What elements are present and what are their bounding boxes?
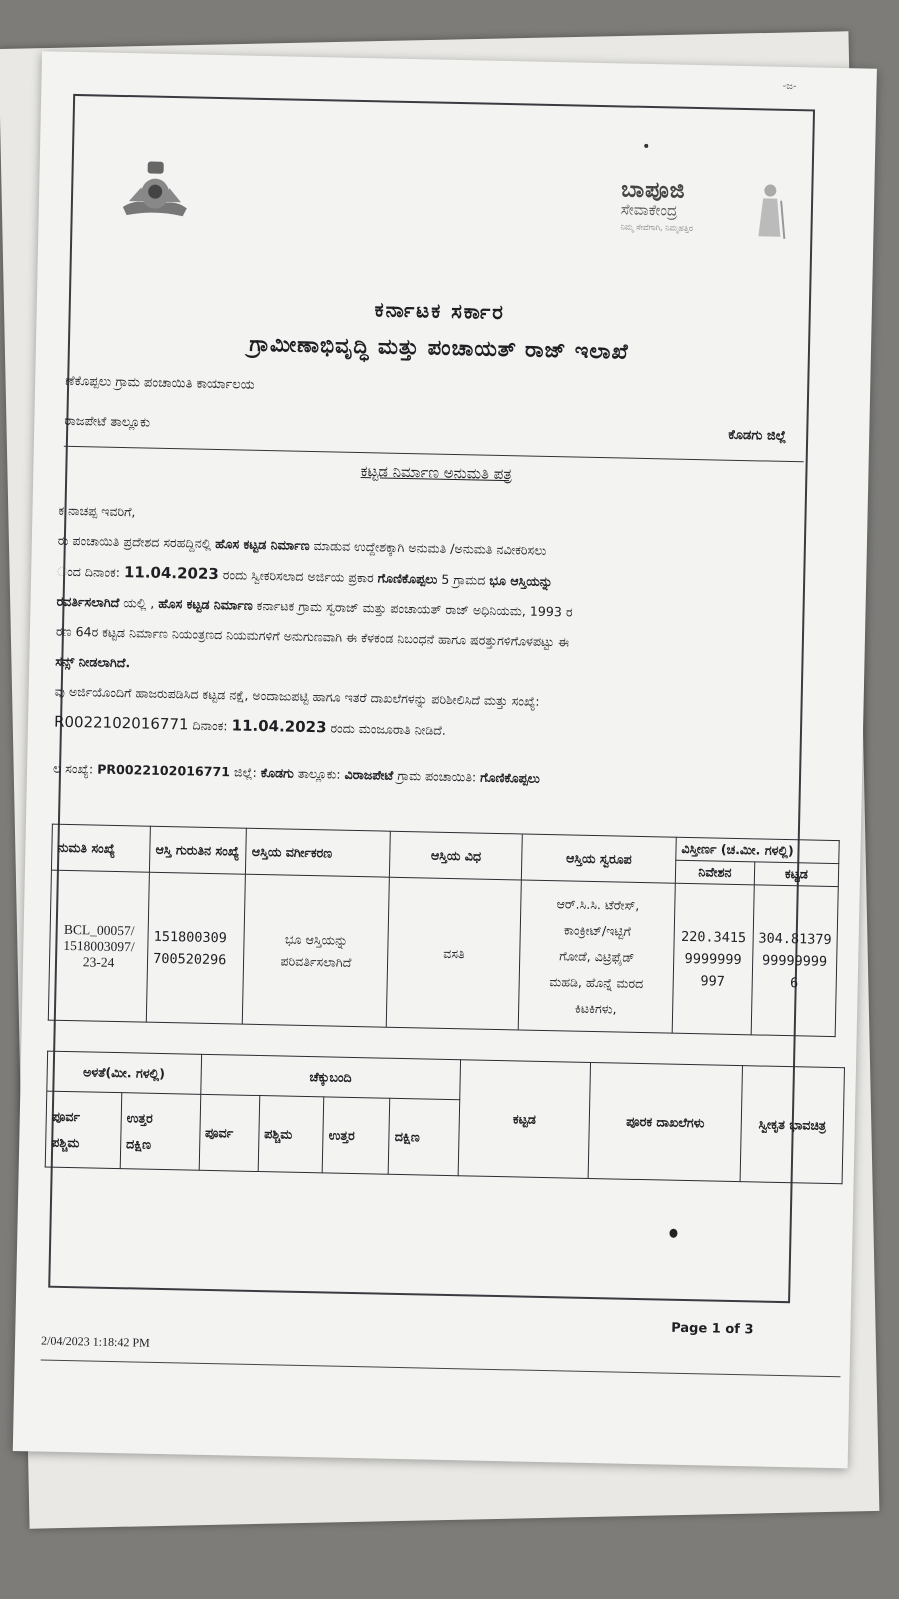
table-row	[48, 870, 838, 1036]
header-property-type: ಆಸ್ತಿಯ ವಿಧ	[390, 831, 523, 880]
permit-number-cell: BCL_00057/ 1518003097/ 23-24	[48, 870, 149, 1022]
corner-marks: -ಜ-	[782, 80, 797, 93]
district-name: ಕೊಡಗು ಜಿಲ್ಲೆ	[728, 427, 787, 444]
body-line-6: ವು ಅರ್ಜಿಯೊಂದಿಗೆ ಹಾಜರುಪಡಿಸಿದ ಕಟ್ಟಡ ನಕ್ಷೆ, ಅಂದಾಜುಪಟ್ಟಿ ಹಾಗೂ ಇತರೆ ದಾಖಲೆಗಳನ್ನು ಪರಿಶೀಲಿಸಿದೆ ಮತ್ತು ಸಂಖ್ಯೆ:	[54, 683, 540, 709]
header-supporting-docs: ಪೂರಕ ದಾಖಲೆಗಳು	[588, 1062, 742, 1181]
file-number-line	[53, 761, 540, 787]
header-measurement: ಅಳತೆ(ಮೀ. ಗಳಲ್ಲಿ)	[47, 1051, 201, 1094]
property-nature-cell: ಆರ್.ಸಿ.ಸಿ. ಟೆರೇಸ್, ಕಾಂಕ್ರೀಟ್/ಇಟ್ಟಿಗೆ ಗೋಡೆ, ವಿಟ್ರಿಫೈಡ್ ಮಹಡಿ, ಹೊನ್ನೆ ಮರದ ಕಿಟಕಿಗಳು,	[518, 880, 675, 1033]
taluk-name: ರಾಜಪೇಟೆ ತಾಲ್ಲೂಕು	[64, 413, 151, 431]
classification-cell: ಭೂ ಆಸ್ತಿಯನ್ನು ಪರಿವರ್ತಿಸಲಾಗಿದೆ	[243, 874, 390, 1027]
header-photo: ಸ್ವೀಕೃತ ಭಾವಚಿತ್ರ	[740, 1066, 844, 1184]
text-run-bold: ರವರ್ತಿಸಲಾಗಿದೆ	[56, 593, 120, 610]
salutation: ಕ ನಾಚಪ್ಪ ಇವರಿಗೆ,	[58, 502, 136, 520]
print-timestamp: 2/04/2023 1:18:42 PM	[40, 1333, 150, 1350]
boundary-west: ಪಶ್ಚಿಮ	[258, 1096, 324, 1173]
department-heading: ಗ್ರಾಮೀಣಾಭಿವೃದ್ಧಿ ಮತ್ತು ಪಂಚಾಯತ್ ರಾಜ್ ಇಲಾಖೆ	[249, 331, 629, 364]
gandhi-figure-icon	[752, 180, 787, 241]
text-run-bold: ಭೂ ಆಸ್ತಿಯನ್ನು	[489, 572, 553, 590]
header-building: ಕಟ್ಟಡ	[754, 862, 839, 887]
boundary-north: ಉತ್ತರ	[322, 1097, 390, 1174]
text-run: ಯಲ್ಲಿ ,	[119, 594, 159, 611]
text-run-bold: ಸನ್ಸ್ ನೀಡಲಾಗಿದೆ.	[55, 653, 131, 671]
east-west-cell: ಪೂರ್ವ ಪಶ್ಚಿಮ	[45, 1091, 121, 1169]
file-number: PR0022102016771	[97, 761, 231, 780]
karnataka-emblem-icon	[116, 157, 193, 231]
text-run: ಮಾಡುವ ಉದ್ದೇಶಕ್ಕಾಗಿ ಅನುಮತಿ /ಅನುಮತಿ ನವೀಕರಿಸಲು	[309, 537, 547, 558]
village-name: ಗೊಣಿಕೊಪ್ಪಲು	[377, 570, 438, 587]
site-area-cell: 220.3415 9999999 997	[672, 883, 754, 1035]
boundary-east: ಪೂರ್ವ	[199, 1094, 260, 1171]
header-boundaries: ಚೆಕ್ಕುಬಂದಿ	[200, 1054, 460, 1099]
boundary-south: ದಕ್ಷಿಣ	[389, 1098, 460, 1175]
text-run: ರು ಪಂಚಾಯಿತಿ ಪ್ರದೇಶದ ಸರಹದ್ದಿನಲ್ಲಿ	[57, 532, 216, 551]
permit-body	[54, 496, 811, 754]
header-property-id: ಆಸ್ತಿ ಗುರುತಿನ ಸಂಖ್ಯೆ	[150, 826, 247, 874]
application-date: 11.04.2023	[123, 563, 220, 584]
text-run: 5 ಗ್ರಾಮದ	[437, 571, 490, 588]
footer-divider	[41, 1360, 841, 1378]
logo-tagline: ನಿಮ್ಮ ಸೇವೆಗಾಗಿ, ನಿಮ್ಮಹತ್ತಿರ	[620, 222, 694, 233]
text-run-bold: ಹೊಸ ಕಟ್ಟಡ ನಿರ್ಮಾಣ	[215, 535, 310, 553]
office-name: ಣೆಕೊಪ್ಪಲು ಗ್ರಾಮ ಪಂಚಾಯಿತಿ ಕಾರ್ಯಾಲಯ	[65, 373, 255, 393]
boundary-table	[45, 1051, 845, 1185]
property-type-cell: ವಸತಿ	[386, 877, 521, 1030]
taluk-value: ವಿರಾಜಪೇಟೆ	[344, 766, 394, 783]
header-building: ಕಟ್ಟಡ	[458, 1060, 590, 1179]
document-frame	[40, 94, 832, 1350]
government-heading: ಕರ್ನಾಟಕ ಸರ್ಕಾರ	[374, 297, 506, 325]
text-run: ಂದ ದಿನಾಂಕ:	[57, 563, 125, 581]
text-run: ದಿನಾಂಕ:	[188, 717, 232, 734]
north-south-cell: ಉತ್ತರ ದಕ್ಷಿಣ	[120, 1093, 200, 1171]
text-run: ರಂದು ಮಂಜೂರಾತಿ ನೀಡಿದೆ.	[326, 720, 447, 738]
district-label: ಜಿಲ್ಲೆ:	[229, 764, 262, 780]
property-id-cell: 151800309 700520296	[146, 872, 245, 1024]
text-run: ಕರ್ನಾಟಕ ಗ್ರಾಮ ಸ್ವರಾಜ್ ಮತ್ತು ಪಂಚಾಯತ್ ರಾಜ್ ಅಧಿನಿಯಮ, 1993 ರ	[252, 597, 573, 620]
table-header-row	[52, 824, 839, 863]
taluk-label: ತಾಲ್ಲೂಕು:	[293, 765, 345, 782]
text-run-bold: ಹೊಸ ಕಟ್ಟಡ ನಿರ್ಮಾಣ	[158, 595, 253, 613]
header-property-nature: ಆಸ್ತಿಯ ಸ್ವರೂಪ	[522, 834, 677, 883]
header-area: ವಿಸ್ತೀರ್ಣ (ಚ.ಮೀ. ಗಳಲ್ಲಿ)	[676, 837, 839, 863]
district-value: ಕೊಡಗು	[260, 764, 295, 781]
ink-dot	[644, 144, 648, 148]
gp-label: ಗ್ರಾಮ ಪಂಚಾಯಿತಿ:	[393, 767, 481, 785]
body-line-4: ರಣ 64ರ ಕಟ್ಟಡ ನಿರ್ಮಾಣ ನಿಯಂತ್ರಣದ ನಿಯಮಗಳಿಗೆ ಅನುಗುಣವಾಗಿ ಈ ಕೆಳಕಂಡ ನಿಬಂಧನೆ ಹಾಗೂ ಷರತ್ತುಗಳಿಗೊಳಪಟ್ಟು ಈ	[55, 623, 570, 650]
permit-title: ಕಟ್ಟಡ ನಿರ್ಮಾಣ ಅನುಮತಿ ಪತ್ರ	[360, 462, 513, 484]
bapuji-seva-kendra-logo-icon	[620, 177, 781, 235]
logo-sub-text: ಸೇವಾಕೇಂದ್ರ	[620, 200, 678, 220]
logo-main-text: ಬಾಪೂಜಿ	[621, 177, 686, 204]
approval-number: R0022102016771	[53, 712, 189, 734]
header-site: ನಿವೇಶನ	[675, 860, 754, 885]
approval-date: 11.04.2023	[231, 716, 327, 737]
ink-blot	[669, 1229, 677, 1238]
page-number: Page 1 of 3	[670, 1320, 754, 1338]
file-label: ಲ ಸಂಖ್ಯೆ:	[52, 760, 98, 777]
property-details-table	[48, 824, 840, 1037]
header-permit-no: ನುಮತಿ ಸಂಖ್ಯೆ	[51, 824, 150, 872]
building-area-cell: 304.81379 99999999 6	[751, 885, 838, 1037]
gp-value: ಗೊಣಿಕೊಪ್ಪಲು	[480, 769, 541, 786]
text-run: ರಂದು ಸ್ವೀಕರಿಸಲಾದ ಅರ್ಜಿಯ ಪ್ರಕಾರ	[218, 567, 378, 586]
permit-document-page	[13, 51, 877, 1468]
header-classification: ಆಸ್ತಿಯ ವರ್ಗೀಕರಣ	[246, 828, 391, 877]
